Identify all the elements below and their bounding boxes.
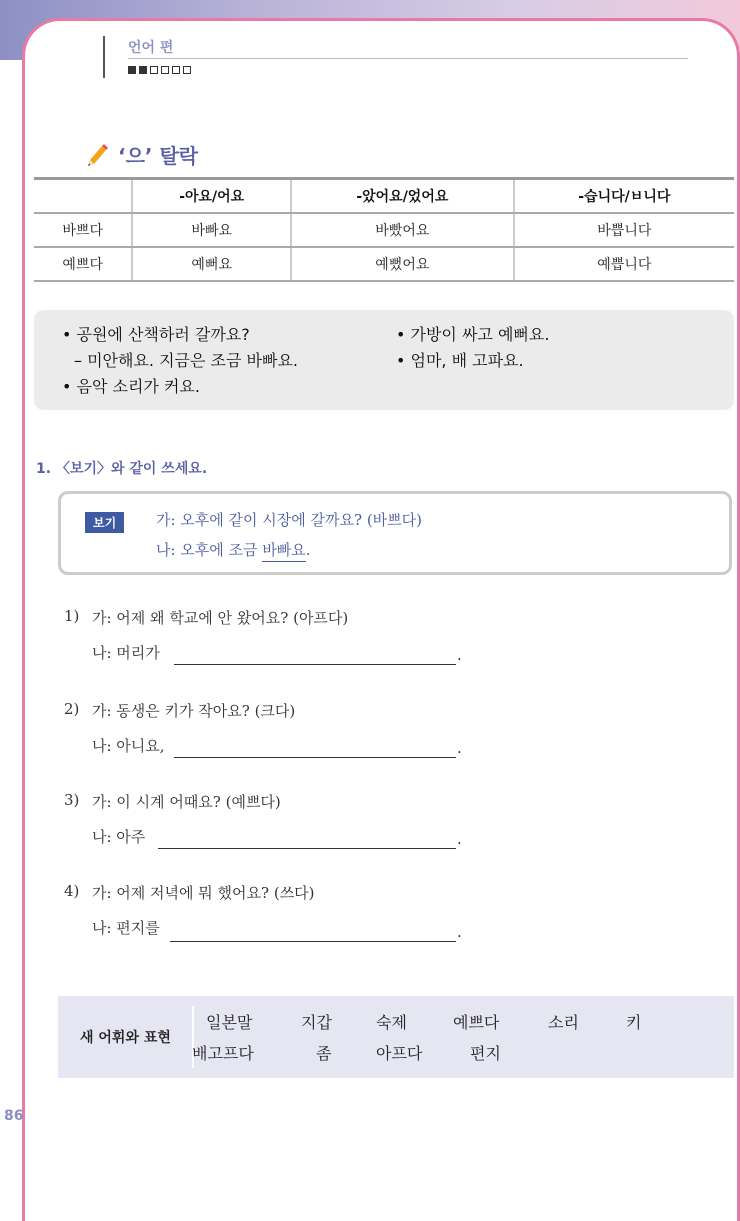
example-badge: 보기 — [85, 512, 124, 533]
vocab-word: 숙제 — [376, 1013, 407, 1032]
vocab-word: 좀 — [316, 1044, 332, 1063]
vocab-word: 키 — [626, 1013, 642, 1032]
table-row — [34, 213, 734, 247]
problem-question: 가: 동생은 키가 작아요? (크다) — [92, 702, 296, 720]
progress-square — [150, 66, 158, 74]
header-divider — [103, 36, 105, 78]
question-title: 1. 〈보기〉와 같이 쓰세요. — [36, 461, 208, 477]
answer-blank[interactable] — [174, 757, 456, 758]
table-header-cell: -아요/어요 — [132, 179, 291, 214]
vocab-word: 편지 — [470, 1044, 501, 1063]
progress-square — [128, 66, 136, 74]
problem-answer-prompt: 나: 편지를 — [92, 919, 160, 937]
example-box — [58, 491, 732, 575]
answer-period: . — [457, 830, 462, 848]
answer-period: . — [457, 739, 462, 757]
table-header-cell: -았어요/었어요 — [291, 179, 514, 214]
progress-square — [161, 66, 169, 74]
vocab-word: 예쁘다 — [453, 1013, 500, 1032]
answer-blank[interactable] — [174, 664, 456, 665]
conjugation-table — [34, 177, 734, 282]
problem-number: 4) — [64, 882, 80, 900]
table-cell: 예뻐요 — [132, 247, 291, 281]
example-answer-word: 바빠요 — [262, 541, 305, 562]
answer-period: . — [457, 646, 462, 664]
table-cell: 예뻤어요 — [291, 247, 514, 281]
table-cell: 예쁘다 — [34, 247, 132, 281]
pencil-icon — [84, 142, 110, 168]
progress-square — [172, 66, 180, 74]
table-header-row — [34, 179, 734, 214]
example-sentence: • 공원에 산책하러 갈까요? — [62, 325, 250, 344]
section-header: 언어 편 — [128, 40, 174, 56]
vocabulary-box — [58, 996, 734, 1078]
problem-answer-prompt: 나: 머리가 — [92, 644, 160, 662]
example-answer-suffix: . — [305, 541, 311, 559]
example-sentences-box — [34, 310, 734, 410]
problem-answer-prompt: 나: 아니요, — [92, 737, 165, 755]
example-sentence: • 엄마, 배 고파요. — [396, 351, 524, 370]
problem-number: 3) — [64, 791, 80, 809]
progress-square — [139, 66, 147, 74]
example-question: 가: 오후에 같이 시장에 갈까요? (바쁘다) — [156, 511, 422, 529]
vocabulary-label: 새 어휘와 표현 — [80, 1030, 171, 1046]
example-answer-prefix: 나: 오후에 조금 — [156, 541, 263, 559]
example-sentence: • 음악 소리가 커요. — [62, 377, 200, 396]
table-cell: 바빠요 — [132, 213, 291, 247]
table-header-cell: -습니다/ㅂ니다 — [514, 179, 734, 214]
vocab-word: 일본말 — [206, 1013, 253, 1032]
problem-number: 2) — [64, 700, 80, 718]
table-cell: 예쁩니다 — [514, 247, 734, 281]
answer-blank[interactable] — [158, 848, 456, 849]
progress-square — [183, 66, 191, 74]
vocab-word: 소리 — [548, 1013, 579, 1032]
problem-answer-prompt: 나: 아주 — [92, 828, 146, 846]
vocab-word: 아프다 — [376, 1044, 423, 1063]
example-answer — [156, 539, 311, 560]
problem-question: 가: 어제 저녁에 뭐 했어요? (쓰다) — [92, 884, 315, 902]
table-header-cell — [34, 179, 132, 214]
table-cell: 바쁘다 — [34, 213, 132, 247]
table-row — [34, 247, 734, 281]
answer-blank[interactable] — [170, 941, 456, 942]
example-sentence: – 미안해요. 지금은 조금 바빠요. — [74, 351, 298, 370]
vocab-word: 지갑 — [301, 1013, 332, 1032]
header-rule — [128, 58, 688, 59]
progress-squares — [128, 66, 191, 74]
problem-number: 1) — [64, 607, 80, 625]
answer-period: . — [457, 923, 462, 941]
section-title-text: ‘으’ 탈락 — [118, 144, 199, 168]
problem-question: 가: 어제 왜 학교에 안 왔어요? (아프다) — [92, 609, 349, 627]
example-sentence: • 가방이 싸고 예뻐요. — [396, 325, 550, 344]
page-number: 86 — [4, 1108, 24, 1124]
table-cell: 바쁩니다 — [514, 213, 734, 247]
section-title — [84, 140, 198, 169]
problem-question: 가: 이 시계 어때요? (예쁘다) — [92, 793, 281, 811]
vocab-word: 배고프다 — [192, 1044, 254, 1063]
table-cell: 바빴어요 — [291, 213, 514, 247]
